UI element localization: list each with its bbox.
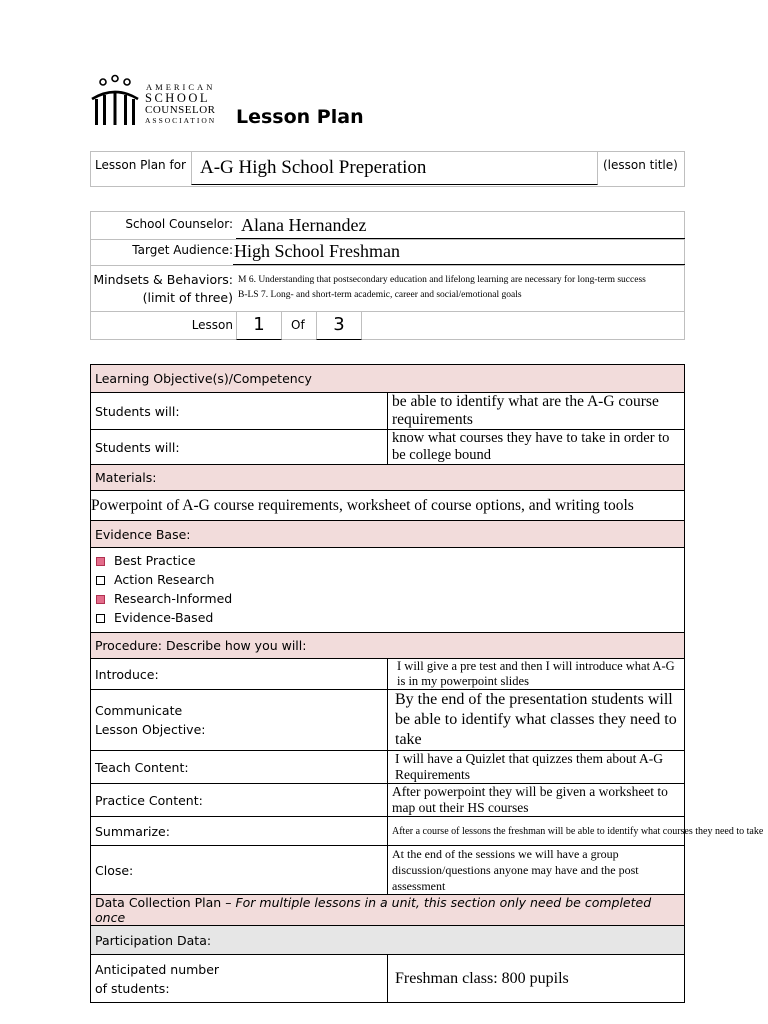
teach-content-label: Teach Content: — [91, 751, 388, 784]
objective-2-label: Students will: — [91, 430, 388, 465]
objective-2-value[interactable]: know what courses they have to take in order to be college bound — [388, 430, 685, 465]
anticipated-students-value[interactable]: Freshman class: 800 pupils — [388, 955, 685, 1003]
practice-content-value[interactable]: After powerpoint they will be given a worksheet to map out their HS courses — [388, 784, 685, 817]
introduce-value[interactable]: I will give a pre test and then I will introduce what A-G is in my powerpoint slides — [388, 659, 685, 690]
lesson-plan-table — [90, 364, 764, 1003]
anticipated-students-label: Anticipated number of students: — [91, 955, 388, 1003]
counselor-value[interactable]: Alana Hernandez — [241, 215, 367, 235]
org-name-line-1: AMERICAN — [146, 82, 216, 92]
practice-content-label: Practice Content: — [91, 784, 388, 817]
introduce-label: Introduce: — [91, 659, 388, 690]
teach-content-value[interactable]: I will have a Quizlet that quizzes them about A-G Requirements — [388, 751, 685, 784]
data-collection-header: Data Collection Plan – For multiple lessons in a unit, this section only need be completed once — [91, 895, 685, 926]
evidence-option-evidence-based[interactable]: Evidence-Based — [96, 608, 680, 627]
communicate-value[interactable]: By the end of the presentation students will be able to identify what classes they need to take — [388, 690, 685, 751]
asca-logo-icon — [90, 75, 140, 127]
objectives-header: Learning Objective(s)/Competency — [91, 365, 685, 393]
counselor-label: School Counselor: — [125, 217, 233, 231]
audience-label: Target Audience: — [132, 243, 233, 257]
mindsets-value-1[interactable]: M 6. Understanding that postsecondary education and lifelong learning are necessary for long-term success — [238, 275, 646, 285]
materials-value[interactable]: Powerpoint of A-G course requirements, worksheet of course options, and writing tools — [91, 491, 685, 521]
checkbox-empty-icon[interactable] — [96, 576, 105, 585]
evidence-option-research-informed[interactable]: Research-Informed — [96, 589, 680, 608]
org-name-line-2: SCHOOL — [145, 91, 211, 105]
communicate-label: Communicate Lesson Objective: — [91, 690, 388, 751]
close-label: Close: — [91, 846, 388, 895]
evidence-option-best-practice[interactable]: Best Practice — [96, 551, 680, 570]
asca-logo — [90, 75, 230, 127]
lesson-number-value[interactable]: 1 — [253, 314, 265, 335]
mindsets-limit-label: (limit of three) — [142, 290, 233, 305]
checkbox-checked-icon[interactable] — [96, 557, 105, 566]
checkbox-checked-icon[interactable] — [96, 595, 105, 604]
close-value[interactable]: At the end of the sessions we will have a group discussion/questions anyone may have and the post assessment — [388, 846, 685, 895]
lesson-label: Lesson — [191, 318, 233, 332]
evidence-header: Evidence Base: — [91, 521, 685, 548]
materials-header: Materials: — [91, 465, 685, 491]
audience-value[interactable]: High School Freshman — [234, 241, 400, 261]
objective-1-value[interactable]: be able to identify what are the A-G course requirements — [388, 393, 685, 430]
of-label: Of — [291, 318, 305, 332]
summarize-value[interactable]: After a course of lessons the freshman will be able to identify what courses they need to take — [388, 817, 685, 846]
checkbox-empty-icon[interactable] — [96, 614, 105, 623]
org-name-line-4: ASSOCIATION — [145, 116, 217, 125]
lesson-title-hint: (lesson title) — [603, 158, 678, 172]
summarize-label: Summarize: — [91, 817, 388, 846]
lesson-plan-for-label: Lesson Plan for — [95, 158, 186, 172]
org-name-line-3: COUNSELOR — [145, 104, 216, 116]
page-title: Lesson Plan — [236, 106, 364, 128]
lesson-total-value[interactable]: 3 — [333, 314, 345, 335]
evidence-options — [91, 548, 685, 633]
mindsets-value-2[interactable]: B-LS 7. Long- and short-term academic, career and social/emotional goals — [238, 290, 522, 300]
objective-1-label: Students will: — [91, 393, 388, 430]
procedure-header: Procedure: Describe how you will: — [91, 633, 685, 659]
mindsets-label: Mindsets & Behaviors: — [93, 272, 233, 287]
evidence-option-action-research[interactable]: Action Research — [96, 570, 680, 589]
participation-header: Participation Data: — [91, 926, 685, 955]
lesson-title-value[interactable]: A-G High School Preperation — [200, 157, 427, 178]
